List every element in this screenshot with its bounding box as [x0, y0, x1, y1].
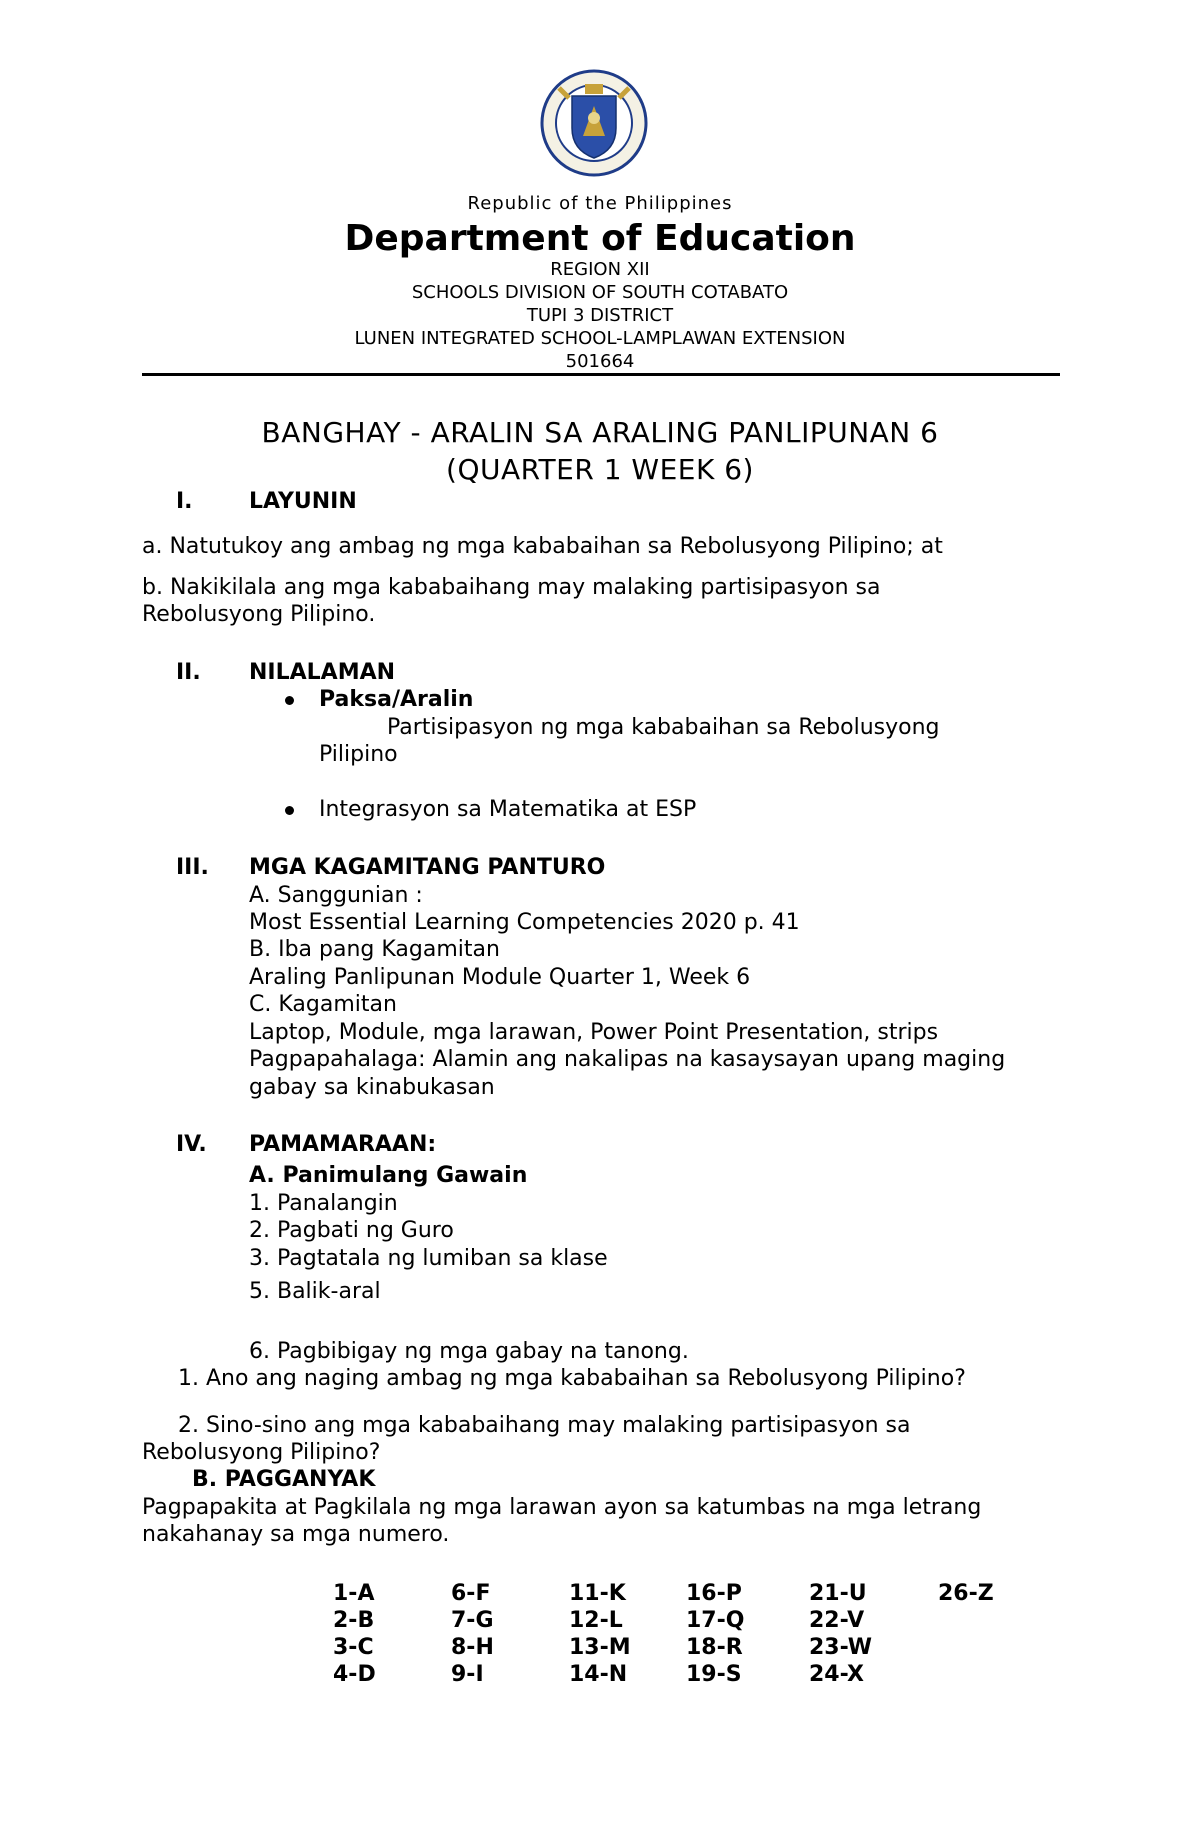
- code-column: [451, 1580, 494, 1688]
- materials-line: C. Kagamitan: [249, 992, 397, 1017]
- department-title: Department of Education: [344, 218, 856, 259]
- bullet-icon: [285, 806, 294, 815]
- code-cell: 19-S: [686, 1662, 742, 1687]
- code-cell: 11-K: [569, 1581, 626, 1606]
- division-line: SCHOOLS DIVISION OF SOUTH COTABATO: [411, 282, 789, 303]
- code-cell: 8-H: [451, 1635, 494, 1660]
- section1-number: I.: [176, 489, 193, 514]
- section2-heading: NILALAMAN: [249, 660, 396, 685]
- code-cell: 7-G: [451, 1608, 494, 1633]
- pagganyak-heading: B. PAGGANYAK: [192, 1467, 376, 1492]
- code-cell: 3-C: [333, 1635, 374, 1660]
- procedure-step: 1. Panalangin: [249, 1191, 398, 1216]
- code-column: [333, 1580, 376, 1688]
- lesson-title-line1: BANGHAY - ARALIN SA ARALING PANLIPUNAN 6: [261, 416, 939, 449]
- procedure-step: 5. Balik-aral: [249, 1279, 381, 1304]
- code-cell: 21-U: [809, 1581, 867, 1606]
- section4-heading: PAMAMARAAN:: [249, 1132, 437, 1157]
- objective-b-line2: Rebolusyong Pilipino.: [142, 602, 376, 627]
- code-cell: 23-W: [809, 1635, 873, 1660]
- code-cell: 6-F: [451, 1581, 491, 1606]
- procedure-step: 3. Pagtatala ng lumiban sa klase: [249, 1246, 608, 1271]
- code-cell: 4-D: [333, 1662, 376, 1687]
- code-cell: 16-P: [686, 1581, 742, 1606]
- guide-question-1: 1. Ano ang naging ambag ng mga kababaihan sa Rebolusyong Pilipino?: [178, 1366, 966, 1391]
- materials-line: Araling Panlipunan Module Quarter 1, Week 6: [249, 965, 751, 990]
- materials-line: Pagpapahalaga: Alamin ang nakalipas na kasaysayan upang maging: [249, 1047, 1006, 1072]
- section3-number: III.: [176, 855, 209, 880]
- materials-line: A. Sanggunian :: [249, 883, 423, 908]
- code-column: [938, 1580, 994, 1607]
- code-cell: 1-A: [333, 1581, 375, 1606]
- paksa-text-line2: Pilipino: [319, 742, 398, 767]
- code-cell: 14-N: [569, 1662, 628, 1687]
- materials-line: B. Iba pang Kagamitan: [249, 937, 500, 962]
- school-id-line: 501664: [565, 351, 635, 372]
- code-column: [569, 1580, 631, 1688]
- paksa-text-line1: Partisipasyon ng mga kababaihan sa Rebolusyong: [387, 715, 940, 740]
- panimulang-gawain-heading: A. Panimulang Gawain: [249, 1163, 528, 1188]
- section3-heading: MGA KAGAMITANG PANTURO: [249, 855, 606, 880]
- code-cell: 24-X: [809, 1662, 864, 1687]
- code-cell: 18-R: [686, 1635, 743, 1660]
- procedure-step: 2. Pagbati ng Guro: [249, 1218, 454, 1243]
- section4-number: IV.: [176, 1132, 207, 1157]
- paksa-label: Paksa/Aralin: [319, 687, 474, 712]
- code-cell: 17-Q: [686, 1608, 745, 1633]
- school-line: LUNEN INTEGRATED SCHOOL-LAMPLAWAN EXTENSION: [354, 328, 846, 349]
- pagganyak-text-line1: Pagpapakita at Pagkilala ng mga larawan ayon sa katumbas na mga letrang: [142, 1495, 982, 1520]
- code-column: [809, 1580, 872, 1688]
- procedure-step-6: 6. Pagbibigay ng mga gabay na tanong.: [249, 1339, 689, 1364]
- code-cell: 22-V: [809, 1608, 865, 1633]
- district-line: TUPI 3 DISTRICT: [526, 305, 674, 326]
- bullet-icon: [285, 696, 294, 705]
- guide-question-2-line1: 2. Sino-sino ang mga kababaihang may malaking partisipasyon sa: [178, 1413, 911, 1438]
- code-cell: 9-I: [451, 1662, 484, 1687]
- code-cell: 2-B: [333, 1608, 375, 1633]
- materials-line: Most Essential Learning Competencies 2020 p. 41: [249, 910, 800, 935]
- materials-line: gabay sa kinabukasan: [249, 1075, 495, 1100]
- materials-line: Laptop, Module, mga larawan, Power Point Presentation, strips: [249, 1020, 939, 1045]
- section1-heading: LAYUNIN: [249, 489, 357, 514]
- region-line: REGION XII: [550, 259, 650, 280]
- objective-a: a. Natutukoy ang ambag ng mga kababaihan sa Rebolusyong Pilipino; at: [142, 534, 943, 559]
- code-cell: 13-M: [569, 1635, 631, 1660]
- integrasyon-text: Integrasyon sa Matematika at ESP: [319, 797, 697, 822]
- objective-b-line1: b. Nakikilala ang mga kababaihang may malaking partisipasyon sa: [142, 575, 881, 600]
- code-column: [686, 1580, 744, 1688]
- code-cell: 12-L: [569, 1608, 623, 1633]
- header-divider: [142, 373, 1060, 376]
- code-cell: 26-Z: [938, 1581, 994, 1606]
- section2-number: II.: [176, 660, 201, 685]
- lesson-title-line2: (QUARTER 1 WEEK 6): [446, 453, 754, 486]
- pagganyak-text-line2: nakahanay sa mga numero.: [142, 1522, 450, 1547]
- guide-question-2-line2: Rebolusyong Pilipino?: [142, 1440, 381, 1465]
- republic-line: Republic of the Philippines: [467, 193, 733, 214]
- deped-seal-logo: [539, 66, 649, 181]
